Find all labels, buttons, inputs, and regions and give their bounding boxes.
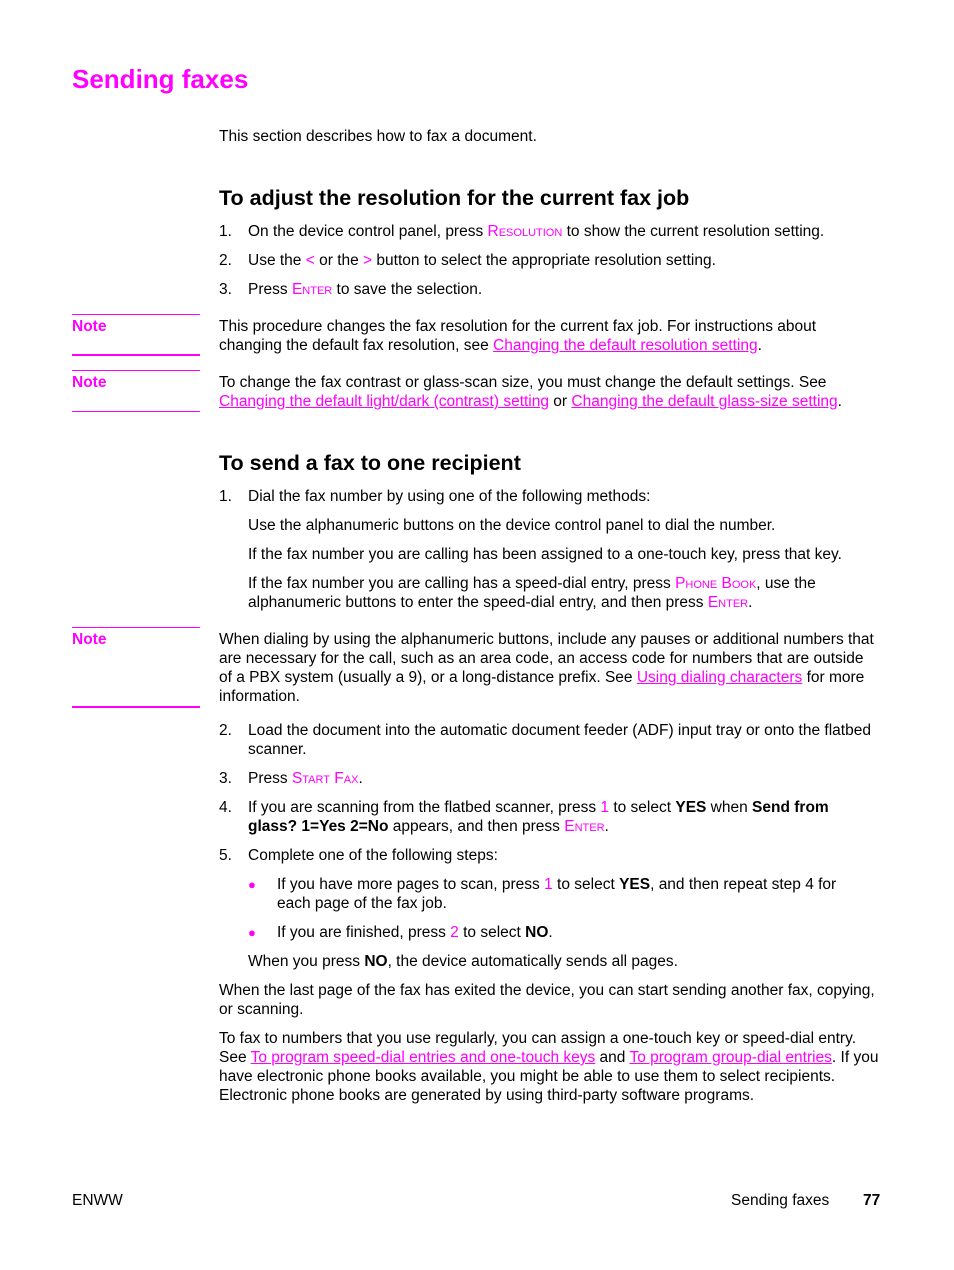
note-dialing-text: When dialing by using the alphanumeric buttons, include any pauses or additional numbers that are necessary for the call, such as an area code, an access code for numbers that are outside of a PBX system (usually a 9), or a long-distance prefix. See Using dialing characters for more information. — [219, 631, 874, 705]
step-number: 1. — [219, 488, 232, 505]
bullet-item: If you are finished, press 2 to select NO. — [277, 924, 553, 941]
send-step-1: Dial the fax number by using one of the following methods: — [248, 488, 651, 505]
right-arrow-key: > — [363, 252, 373, 269]
footer-section: Sending faxes — [731, 1192, 830, 1209]
step-number: 5. — [219, 847, 232, 864]
step-number: 1. — [219, 223, 232, 240]
section-heading-resolution: To adjust the resolution for the current fax job — [219, 186, 690, 210]
note-label: Note — [72, 631, 107, 648]
step-number: 2. — [219, 722, 232, 739]
section-heading-send-fax: To send a fax to one recipient — [219, 451, 521, 475]
bullet-icon: ● — [248, 925, 256, 940]
link-default-glass-size[interactable]: Changing the default glass-size setting — [571, 393, 838, 410]
resolution-step-2: Use the < or the > button to select the appropriate resolution setting. — [248, 252, 716, 269]
link-speed-dial-entries[interactable]: To program speed-dial entries and one-touch keys — [250, 1049, 596, 1066]
note-rule-bottom — [72, 706, 200, 708]
send-step-3: Press Start Fax. — [248, 770, 363, 787]
enter-key: Enter — [291, 281, 333, 298]
page-title: Sending faxes — [72, 64, 249, 94]
send-step-5: Complete one of the following steps: — [248, 847, 498, 864]
link-group-dial-entries[interactable]: To program group-dial entries — [629, 1049, 832, 1066]
note-rule-top — [72, 314, 200, 315]
key-1: 1 — [544, 876, 553, 893]
closing-paragraph-1: When the last page of the fax has exited the device, you can start sending another fax, copying, or scanning. — [219, 982, 875, 1018]
key-2: 2 — [450, 924, 459, 941]
step-number: 3. — [219, 281, 232, 298]
enter-key: Enter — [707, 594, 749, 611]
closing-paragraph-2: To fax to numbers that you use regularly, you can assign a one-touch key or speed-dial entry. See To program speed-dial entries and one-touch keys and To program group-dial entries. If you have electronic phone books available, you might be able to use them to select recipients. Electronic phone books are generated by using third-party software programs. — [219, 1030, 879, 1104]
footer-left: ENWW — [72, 1192, 123, 1209]
intro-text: This section describes how to fax a document. — [219, 128, 537, 145]
step-number: 3. — [219, 770, 232, 787]
page-number: 77 — [863, 1192, 881, 1209]
start-fax-key: Start Fax — [291, 770, 359, 787]
note-label: Note — [72, 374, 107, 391]
phone-book-key: Phone Book — [675, 575, 757, 592]
link-dialing-characters[interactable]: Using dialing characters — [636, 669, 803, 686]
left-arrow-key: < — [305, 252, 315, 269]
enter-key: Enter — [564, 818, 605, 835]
resolution-step-3: Press Enter to save the selection. — [248, 281, 483, 298]
note-label: Note — [72, 318, 107, 335]
note-resolution-text: This procedure changes the fax resolution for the current fax job. For instructions about changing the default fax resolution, see Changing the default resolution setting. — [219, 318, 817, 354]
bullet-icon: ● — [248, 877, 256, 892]
send-step-2: Load the document into the automatic document feeder (ADF) input tray or onto the flatbed scanner. — [248, 722, 871, 758]
note-rule-top — [72, 627, 200, 628]
key-1: 1 — [600, 799, 610, 816]
link-default-resolution[interactable]: Changing the default resolution setting — [493, 337, 758, 354]
dial-method-2: If the fax number you are calling has been assigned to a one-touch key, press that key. — [248, 546, 842, 563]
after-bullets-text: When you press NO, the device automatically sends all pages. — [248, 953, 678, 970]
resolution-step-1: On the device control panel, press Resolution to show the current resolution setting. — [248, 223, 825, 240]
note-rule-top — [72, 370, 200, 371]
send-step-4: If you are scanning from the flatbed scanner, press 1 to select YES when Send from glass? 1=Yes 2=No appears, and then press Enter. — [248, 799, 829, 835]
note-rule-bottom — [72, 354, 200, 356]
note-rule-bottom — [72, 411, 200, 412]
step-number: 4. — [219, 799, 232, 816]
resolution-key: Resolution — [487, 223, 563, 240]
step-number: 2. — [219, 252, 232, 269]
dial-method-1: Use the alphanumeric buttons on the device control panel to dial the number. — [248, 517, 776, 534]
link-default-contrast[interactable]: Changing the default light/dark (contrast) setting — [219, 393, 549, 410]
note-contrast-text: To change the fax contrast or glass-scan size, you must change the default settings. See Changing the default light/dark (contrast) setting or Changing the default glass-size setting. — [219, 374, 842, 410]
dial-method-3: If the fax number you are calling has a speed-dial entry, press Phone Book, use the alphanumeric buttons to enter the speed-dial entry, and then press Enter. — [248, 575, 816, 611]
bullet-item: If you have more pages to scan, press 1 to select YES, and then repeat step 4 for each page of the fax job. — [277, 876, 837, 912]
